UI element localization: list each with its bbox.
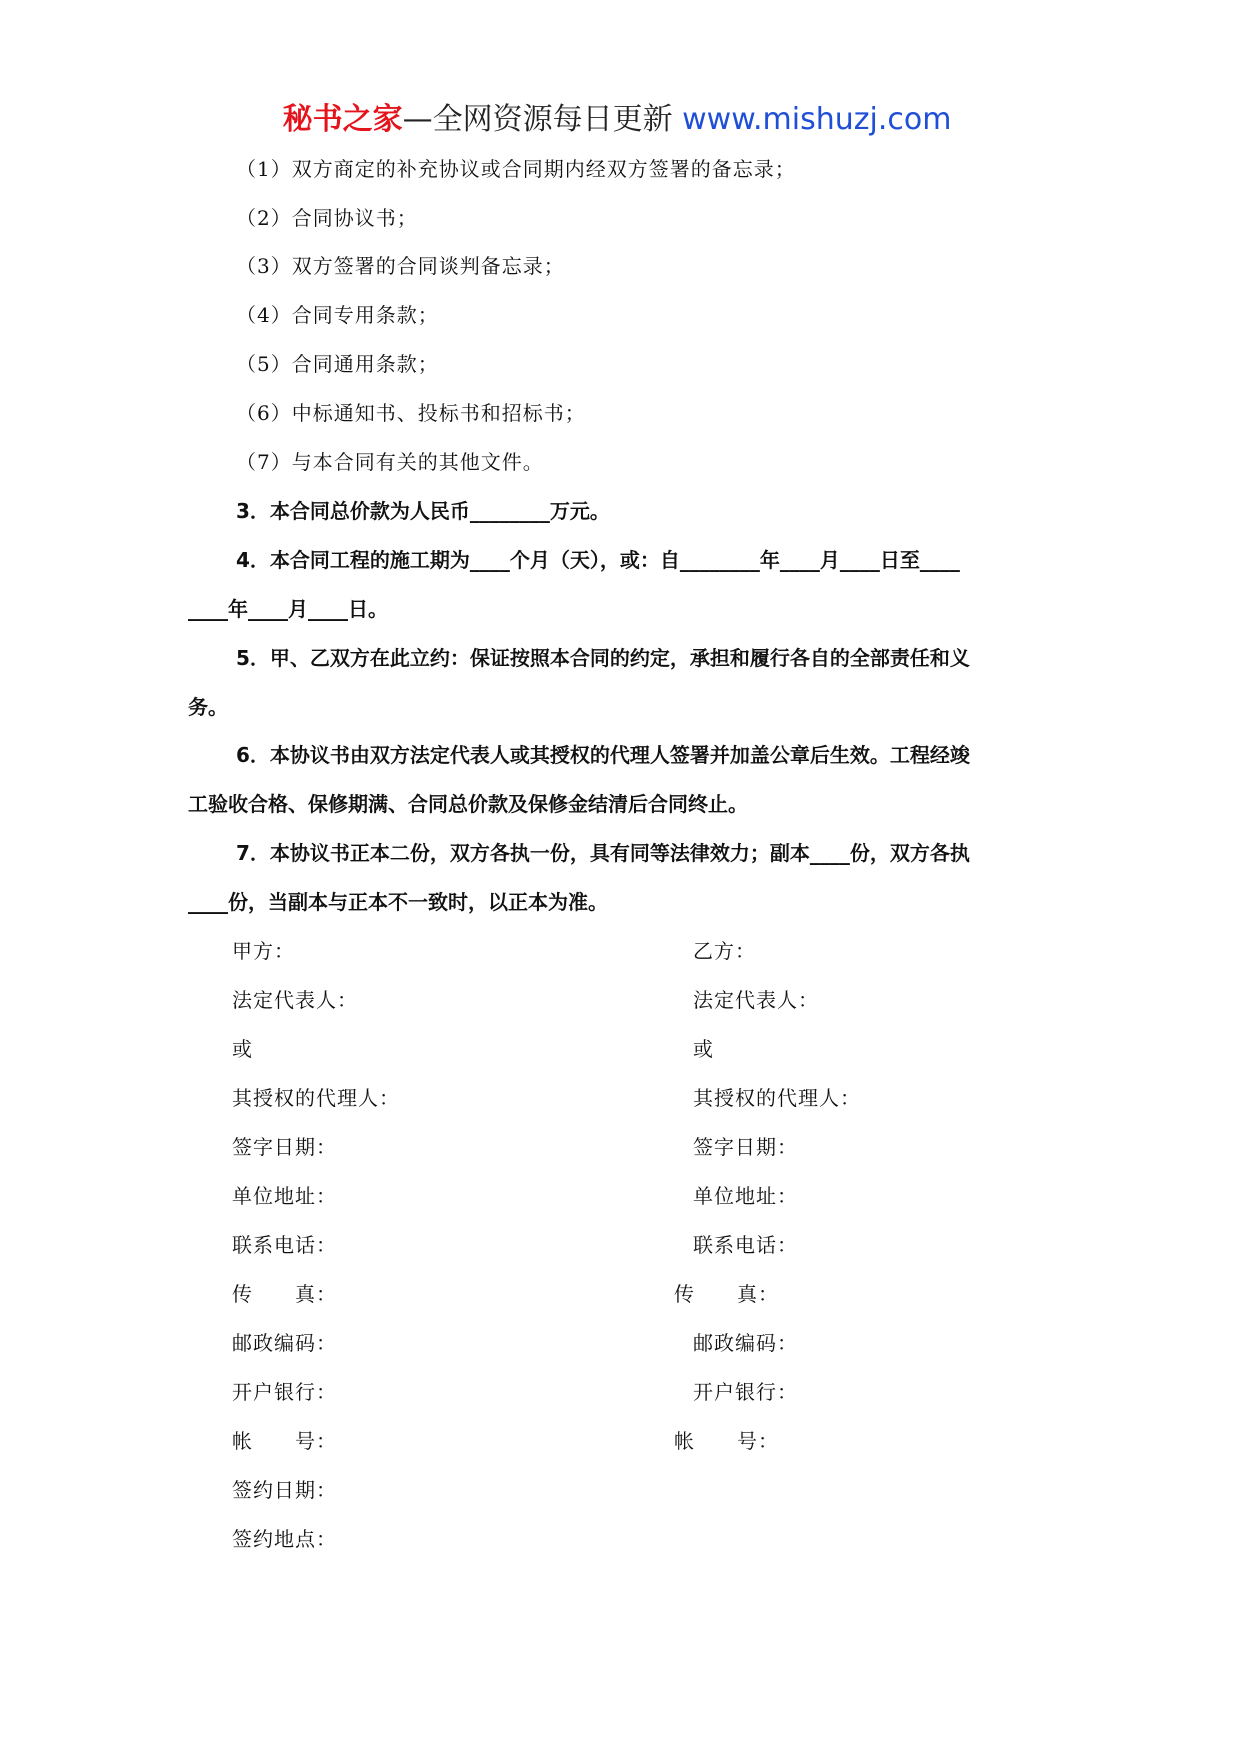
- party-a-account: 帐 号：: [232, 1429, 337, 1453]
- list-item: （3）双方签署的合同谈判备忘录；: [236, 254, 565, 278]
- party-a-label: 甲方：: [232, 939, 295, 963]
- party-a-legal-rep: 法定代表人：: [232, 988, 358, 1012]
- clause-7-line-1: 7．本协议书正本二份，双方各执一份，具有同等法律效力；副本____份，双方各执: [236, 841, 970, 865]
- party-b-or: 或: [693, 1037, 714, 1061]
- contract-sign-place: 签约地点：: [232, 1527, 337, 1551]
- list-item: （7）与本合同有关的其他文件。: [236, 450, 544, 474]
- clause-3: 3．本合同总价款为人民币________万元。: [236, 499, 610, 523]
- party-b-fax: 传 真：: [674, 1282, 779, 1306]
- site-banner: [0, 100, 1234, 140]
- party-a-address: 单位地址：: [232, 1184, 337, 1208]
- party-a-fax: 传 真：: [232, 1282, 337, 1306]
- clause-4-line-2: ____年____月____日。: [188, 597, 388, 621]
- party-b-sign-date: 签字日期：: [693, 1135, 798, 1159]
- site-url-link[interactable]: www.mishuzj.com: [682, 102, 952, 137]
- party-b-postcode: 邮政编码：: [693, 1331, 798, 1355]
- party-a-agent: 其授权的代理人：: [232, 1086, 400, 1110]
- list-item: （5）合同通用条款；: [236, 352, 439, 376]
- party-b-address: 单位地址：: [693, 1184, 798, 1208]
- party-b-account: 帐 号：: [674, 1429, 779, 1453]
- clause-5-line-1: 5．甲、乙双方在此立约：保证按照本合同的约定，承担和履行各自的全部责任和义: [236, 646, 970, 670]
- clause-5-line-2: 务。: [188, 695, 228, 719]
- party-a-sign-date: 签字日期：: [232, 1135, 337, 1159]
- list-item: （4）合同专用条款；: [236, 303, 439, 327]
- party-b-phone: 联系电话：: [693, 1233, 798, 1257]
- brand-name: 秘书之家: [282, 102, 403, 137]
- list-item: （1）双方商定的补充协议或合同期内经双方签署的备忘录；: [236, 157, 796, 181]
- banner-slogan: —全网资源每日更新: [402, 102, 683, 137]
- clause-7-line-2: ____份，当副本与正本不一致时，以正本为准。: [188, 890, 608, 914]
- party-a-bank: 开户银行：: [232, 1380, 337, 1404]
- party-b-label: 乙方：: [693, 939, 756, 963]
- party-a-or: 或: [232, 1037, 253, 1061]
- list-item: （6）中标通知书、投标书和招标书；: [236, 401, 586, 425]
- party-b-agent: 其授权的代理人：: [693, 1086, 861, 1110]
- party-a-phone: 联系电话：: [232, 1233, 337, 1257]
- clause-4-line-1: 4．本合同工程的施工期为____个月（天），或：自________年____月____日至____: [236, 548, 960, 572]
- party-a-postcode: 邮政编码：: [232, 1331, 337, 1355]
- party-b-bank: 开户银行：: [693, 1380, 798, 1404]
- clause-6-line-1: 6．本协议书由双方法定代表人或其授权的代理人签署并加盖公章后生效。工程经竣: [236, 743, 970, 767]
- party-b-legal-rep: 法定代表人：: [693, 988, 819, 1012]
- contract-sign-date: 签约日期：: [232, 1478, 337, 1502]
- list-item: （2）合同协议书；: [236, 206, 418, 230]
- clause-6-line-2: 工验收合格、保修期满、合同总价款及保修金结清后合同终止。: [188, 792, 748, 816]
